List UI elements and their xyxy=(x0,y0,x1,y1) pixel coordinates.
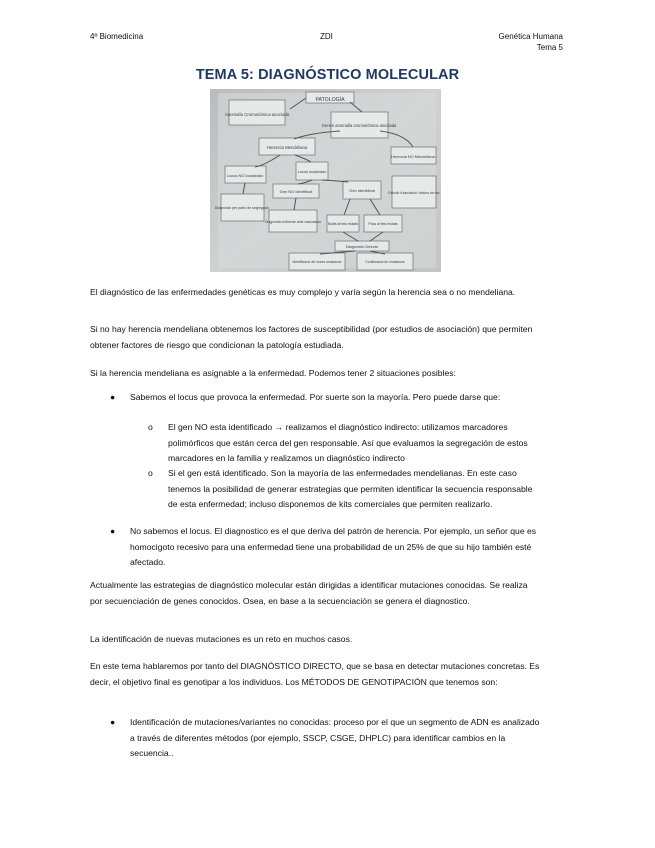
sublist-item-gen-identificado: Si el gen está identificado. Son la mayoría de las enfermedades mendelianas. En este caso tenemos la posibilidad de generar estrategias que permiten identificar la secuencia responsable de esta enfermedad; incluso disponemos de kits comerciales que permiten realizarlo. xyxy=(168,468,533,509)
sublist-item-gen-no-identificado: El gen NO esta identificado → realizamos el diagnóstico indirecto: utilizamos marcadores polimórficos que están cerca del gen responsable. Así que evaluamos la segregación de estos marcadores en la familia y realizamos un diagnóstico indirecto xyxy=(168,422,528,463)
header-course-name: Genética Humana xyxy=(498,32,563,41)
diagram-label-herencia-mendeliana: Herencia Mendeliana xyxy=(266,145,308,150)
header-topic-number: Tema 5 xyxy=(536,43,563,52)
list-item-genotipacion: Identificación de mutaciones/variantes no conocidas: proceso por el que un segmento de ADN es analizado a través de diferentes métodos (por ejemplo, SSCP, CSGE, DHPLC) para identificar cambios en la secuencia.. xyxy=(130,717,540,758)
diagram-label-poss: Poss al·lels mutats xyxy=(368,222,398,226)
header-center: ZDI xyxy=(320,32,333,41)
bullet-circle-icon: o xyxy=(148,468,153,478)
diagram-label-gen-no: Gen NO identificat xyxy=(279,189,313,194)
header-course xyxy=(499,31,563,53)
page-title: TEMA 5: DIAGNÓSTICO MOLECULAR xyxy=(195,67,460,83)
list-item-locus-conocido: Sabemos el locus que provoca la enfermedad. Por suerte son la mayoría. Pero puede darse que: xyxy=(130,392,501,402)
diagram-label-anomalia: Anomalía Cromosómica asociada xyxy=(224,112,290,117)
diagram-label-indirecte: Diagnòstic Indirecte amb marcadors xyxy=(264,220,322,224)
paragraph-nuevas-mutaciones: La identificación de nuevas mutaciones es un reto en muchos casos. xyxy=(90,634,353,644)
paragraph-no-mendeliana: Si no hay herencia mendeliana obtenemos los factores de susceptibilidad (por estudios de asociación) que permiten obtener factores de riesgo que condicionan la patología estudiada. xyxy=(90,324,533,350)
diagram-label-patologia: PATOLOGÍA xyxy=(315,97,345,103)
paragraph-diagnostico-directo: En este tema hablaremos por tanto del DIAGNÓSTICO DIRECTO, que se basa en detectar mutaciones concretas. Es decir, el objetivo final es genotipar a los individuos. Los MÉTODOS DE GENOTIPACIÓN que tenemos son: xyxy=(90,661,540,687)
diagram-label-mutts: Mutts al·lels mutats xyxy=(327,222,359,226)
diagram-label-locus-no: Locus NO localizado xyxy=(226,173,264,178)
diagram-label-identificacio: Identificació de noves mutacions xyxy=(292,260,342,264)
paragraph-mendeliana: Si la herencia mendeliana es asignable a la enfermedad. Podemos tener 2 situaciones posibles: xyxy=(90,368,456,378)
paragraph-estrategias: Actualmente las estrategias de diagnóstico molecular están dirigidas a identificar mutaciones conocidas. Se realiza por secuenciación de genes conocidos. Osea, en base a la secuenciación se genera el diagnostico. xyxy=(90,580,528,606)
header-subject: 4º Biomedicina xyxy=(90,32,144,41)
diagram-label-directe: Diagnòstic Directe xyxy=(345,244,379,249)
diagram-label-herencia-no-mendeliana: Herencia NO Mendeliana xyxy=(391,154,435,159)
bullet-disc-icon: ● xyxy=(110,392,116,402)
diagram-label-segregacio: Diagnòstic per patró de segregació xyxy=(214,206,270,210)
bullet-disc-icon: ● xyxy=(110,526,116,536)
paragraph-intro: El diagnóstico de las enfermedades genéticas es muy complejo y varía según la herencia sea o no mendeliana. xyxy=(90,287,516,297)
list-item-locus-desconocido: No sabemos el locus. El diagnostico es el que deriva del patrón de herencia. Por ejemplo, un señor que es homocigoto recesivo para una enfermedad tiene una probabilidad de un 25% de que su hijo también esté afectado. xyxy=(130,526,537,567)
diagram-label-genes-anomalia: Genes anomalía cromosómica asociada xyxy=(321,123,397,128)
diagram-photo xyxy=(210,89,441,272)
bullet-circle-icon: o xyxy=(148,422,153,432)
bullet-disc-icon: ● xyxy=(110,717,116,727)
diagram-label-gen-si: Gen identificat xyxy=(349,188,375,193)
diagram-label-locus-si: Locus localizado xyxy=(297,169,327,174)
diagram-label-estudio: Estudio d'asociació i factors de risc xyxy=(388,191,440,195)
diagram-label-confirmacio: Confirmació de mutacions xyxy=(365,260,405,264)
